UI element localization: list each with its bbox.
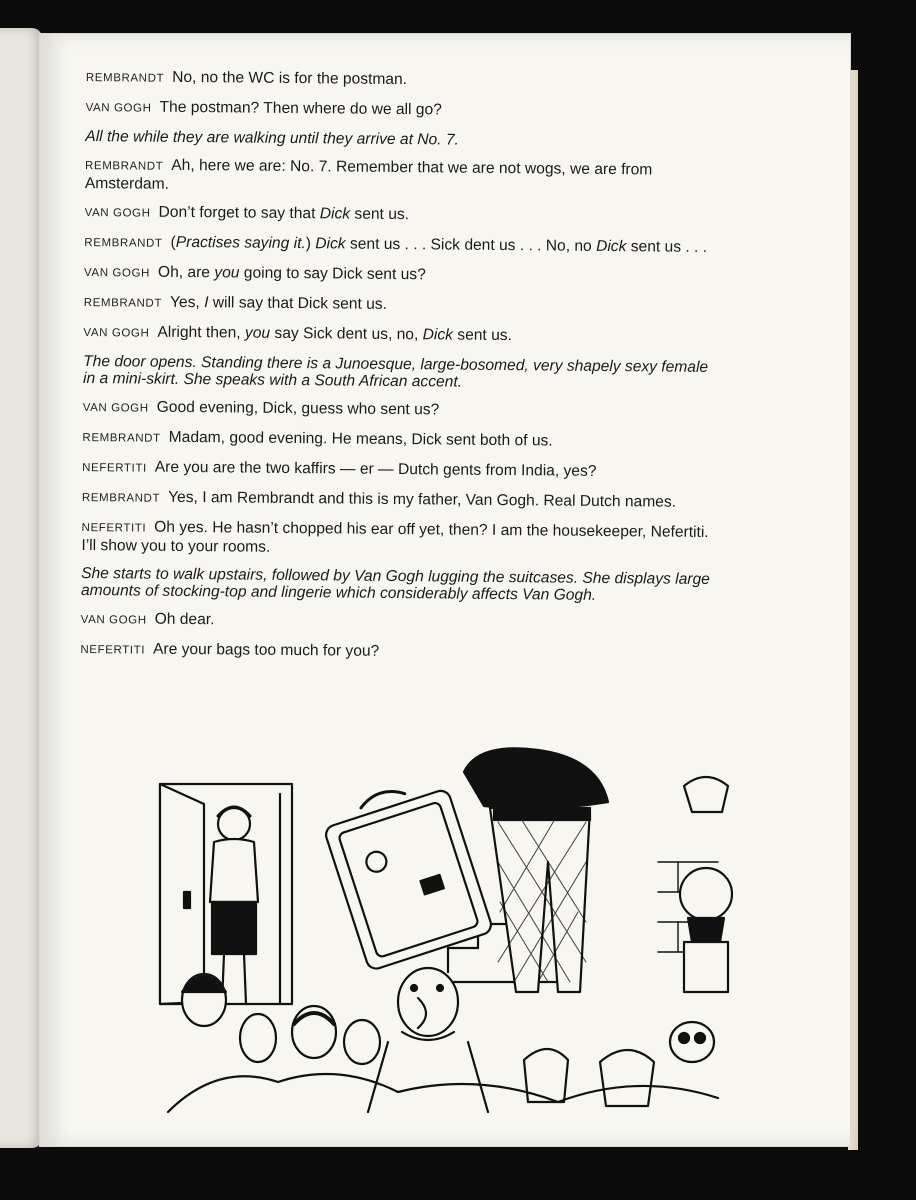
dialogue-line xyxy=(85,203,715,228)
banister-globe xyxy=(680,868,732,920)
line-text: sent us. xyxy=(452,326,513,345)
dialogue-line xyxy=(80,640,710,665)
speaker-name: REMBRANDT xyxy=(81,491,161,505)
line-text: She starts to walk upstairs, followed by Van Gogh lugging the suitcases. She displays large amounts of stocking-top and lingerie which considerably affects Van Gogh. xyxy=(80,564,710,604)
script-text xyxy=(80,68,716,676)
line-text: Dick xyxy=(319,205,351,223)
dialogue-line xyxy=(82,488,712,513)
speaker-name: VAN GOGH xyxy=(82,401,149,415)
dialogue-line xyxy=(83,398,713,423)
stage-direction xyxy=(81,565,711,605)
cartoon-illustration xyxy=(118,742,758,1122)
speaker-name: NEFERTITI xyxy=(81,521,147,535)
stage-direction xyxy=(83,353,713,393)
line-text: you xyxy=(244,324,271,342)
speaker-name: REMBRANDT xyxy=(84,236,163,250)
speaker-name: REMBRANDT xyxy=(85,71,165,85)
dialogue-line xyxy=(82,458,712,483)
line-text: Oh yes. He hasn’t chopped his ear off yet, then? I am the housekeeper, Nefertiti. I’ll show you to your rooms. xyxy=(81,518,709,556)
line-text: Dick xyxy=(422,326,454,344)
stockinged-legs xyxy=(464,748,608,992)
line-text: ) xyxy=(305,235,316,253)
line-text: sent us . . . xyxy=(626,238,708,256)
stage-direction xyxy=(85,128,715,151)
line-text: Yes, xyxy=(169,293,205,312)
line-text: going to say Dick sent us? xyxy=(239,264,426,284)
dialogue-line xyxy=(81,610,711,635)
dialogue-line xyxy=(84,263,714,288)
line-text: Alright then, xyxy=(157,323,246,342)
speaker-name: VAN GOGH xyxy=(85,101,152,115)
line-text: Yes, I am Rembrandt and this is my father, Van Gogh. Real Dutch names. xyxy=(168,488,677,511)
van-gogh-face xyxy=(398,968,458,1036)
line-text: Don’t forget to say that xyxy=(158,203,320,223)
line-text: Madam, good evening. He means, Dick sent both of us. xyxy=(168,428,553,450)
dialogue-line xyxy=(86,98,716,123)
line-text: Practises saying it. xyxy=(175,233,306,253)
line-text: sent us . . . Sick dent us . . . No, no xyxy=(345,235,597,255)
dialogue-line xyxy=(84,233,714,258)
line-text: No, no the WC is for the postman. xyxy=(172,68,408,89)
speaker-name: REMBRANDT xyxy=(82,431,161,445)
dialogue-line xyxy=(83,323,713,348)
line-text: Are your bags too much for you? xyxy=(152,640,380,660)
speaker-name: VAN GOGH xyxy=(84,206,151,220)
line-text: you xyxy=(214,264,240,282)
line-text: Are you are the two kaffirs — er — Dutch gents from India, yes? xyxy=(154,458,597,480)
line-text: All the while they are walking until they arrive at No. 7. xyxy=(85,127,459,149)
line-text: I xyxy=(204,294,209,312)
line-text: Oh dear. xyxy=(154,610,215,629)
dialogue-line xyxy=(85,156,715,198)
line-text: Dick xyxy=(315,235,346,253)
line-text: sent us. xyxy=(350,205,410,224)
line-text: Ah, here we are: No. 7. Remember that we are not wogs, we are from Amsterdam. xyxy=(84,156,653,193)
speaker-name: REMBRANDT xyxy=(83,296,163,310)
speaker-name: REMBRANDT xyxy=(85,159,164,173)
dialogue-line xyxy=(82,428,712,453)
line-text: Oh, are xyxy=(157,263,215,282)
line-text: ( xyxy=(170,233,176,251)
dialogue-line xyxy=(81,518,711,560)
line-text: Good evening, Dick, guess who sent us? xyxy=(156,398,440,419)
speaker-name: NEFERTITI xyxy=(82,461,147,475)
dialogue-line xyxy=(84,293,714,318)
speaker-name: VAN GOGH xyxy=(83,266,151,280)
line-text: The postman? Then where do we all go? xyxy=(159,98,442,119)
left-page-edge xyxy=(0,28,42,1148)
line-text: Dick xyxy=(596,237,627,256)
line-text: say Sick dent us, no, xyxy=(270,324,423,344)
speaker-name: VAN GOGH xyxy=(80,613,147,627)
speaker-name: VAN GOGH xyxy=(83,326,150,340)
line-text: The door opens. Standing there is a Junoesque, large-bosomed, very shapely sexy female in a mini-skirt. She speaks with a South African accent. xyxy=(82,352,709,391)
crowd-of-onlookers xyxy=(168,968,718,1112)
line-text: will say that Dick sent us. xyxy=(208,294,388,313)
suitcase xyxy=(319,773,494,971)
speaker-name: NEFERTITI xyxy=(80,643,146,657)
